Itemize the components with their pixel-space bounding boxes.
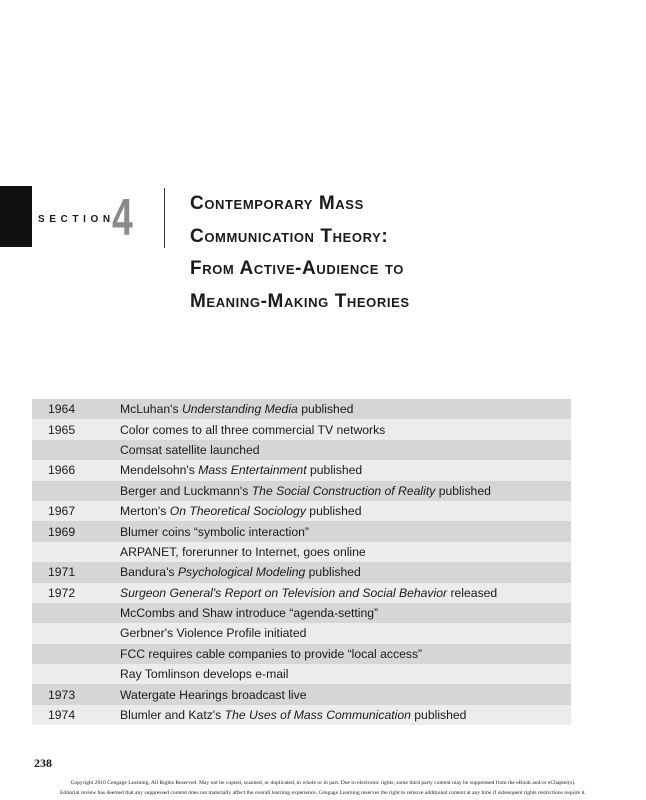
title-line: From Active-Audience to	[190, 258, 404, 279]
page-number: 238	[34, 756, 52, 770]
timeline-row	[32, 481, 571, 501]
timeline-event	[120, 583, 571, 603]
timeline-year: 1974	[48, 708, 76, 723]
timeline-event-text: Color comes to all three commercial TV networks	[120, 422, 386, 437]
timeline-year	[32, 481, 120, 501]
timeline-event-title: Mass Entertainment	[198, 463, 307, 478]
timeline-event-title: Understanding Media	[181, 402, 298, 417]
timeline-event	[120, 644, 571, 664]
timeline-event-text: Watergate Hearings broadcast live	[120, 687, 307, 702]
timeline-row	[32, 521, 571, 541]
title-line: Communication Theory:	[190, 225, 389, 247]
timeline-event-text: Gerbner's Violence Profile initiated	[120, 626, 307, 641]
timeline-row	[32, 501, 571, 521]
timeline-event-text: published	[305, 565, 361, 580]
timeline-event-title: Psychological Modeling	[177, 565, 306, 580]
timeline-event	[120, 521, 571, 541]
timeline-row	[32, 684, 571, 704]
timeline-year: 1972	[48, 585, 76, 600]
timeline-event	[120, 623, 571, 643]
timeline-event-text: published	[306, 463, 363, 478]
timeline-event-text: McCombs and Shaw introduce “agenda-setting”	[120, 606, 379, 621]
timeline-event-text: released	[447, 585, 498, 600]
section-number: 4	[112, 189, 133, 247]
timeline-event-text: published	[435, 483, 491, 498]
timeline-event-title: Surgeon General's Report on Television and Social Behavior	[120, 585, 448, 600]
title-line: Meaning-Making Theories	[190, 290, 410, 312]
timeline-row	[32, 644, 571, 664]
timeline-row	[32, 440, 571, 460]
timeline-event-text: Mendelsohn's	[120, 463, 199, 478]
section-divider	[164, 188, 165, 248]
timeline-event	[120, 542, 571, 562]
timeline-event	[120, 440, 571, 460]
timeline-year	[32, 440, 120, 460]
timeline-event-text: published	[410, 708, 467, 723]
timeline-event-text: Comsat satellite launched	[120, 442, 260, 457]
timeline-year	[32, 623, 120, 643]
timeline-year	[32, 644, 120, 664]
timeline-row	[32, 542, 571, 562]
timeline-year: 1971	[48, 565, 76, 580]
timeline-event-text: published	[297, 402, 354, 417]
timeline-event-text: Blumer coins “symbolic interaction”	[120, 524, 309, 539]
timeline-event-text: Berger and Luckmann's	[120, 483, 252, 498]
timeline-event-text: FCC requires cable companies to provide “local access”	[120, 646, 423, 661]
timeline-event	[120, 419, 571, 439]
timeline-event	[120, 481, 571, 501]
timeline-event-text: Ray Tomlinson develops e-mail	[120, 667, 289, 682]
timeline-row	[32, 399, 571, 419]
timeline-event	[120, 664, 571, 684]
timeline-row	[32, 562, 571, 582]
timeline-row	[32, 664, 571, 684]
timeline-event-text: Merton's	[120, 504, 170, 519]
timeline-event	[120, 705, 571, 725]
title-line: Contemporary Mass	[190, 193, 364, 214]
timeline-event-title: The Social Construction of Reality	[251, 483, 436, 498]
timeline-year	[32, 664, 120, 684]
timeline-event	[120, 603, 571, 623]
section-label: SECTION	[38, 214, 115, 225]
timeline-event-title: The Uses of Mass Communication	[224, 708, 411, 723]
copyright-notice: Editorial review has deemed that any suppressed content does not materially affect the overall learning experience. Cengage Learning reserves the right to remove additional content at any time if subsequent rights restrictions require it.	[60, 790, 586, 796]
timeline-event	[120, 501, 571, 521]
timeline-row	[32, 623, 571, 643]
timeline-year: 1969	[48, 524, 76, 539]
timeline-year: 1965	[48, 422, 76, 437]
timeline-event-text: ARPANET, forerunner to Internet, goes online	[120, 544, 366, 559]
timeline-year: 1967	[48, 504, 76, 519]
timeline-row	[32, 603, 571, 623]
timeline-event	[120, 460, 571, 480]
copyright-notice: Copyright 2010 Cengage Learning. All Rights Reserved. May not be copied, scanned, or duplicated, in whole or in part. Due to electronic rights, some third party content may be suppressed from the eBook and/or eChapter(s).	[70, 780, 576, 786]
timeline-row	[32, 583, 571, 603]
timeline-year	[32, 542, 120, 562]
timeline-year	[32, 603, 120, 623]
timeline-event-text: published	[305, 504, 362, 519]
timeline-row	[32, 705, 571, 725]
timeline-event-text: Blumler and Katz's	[120, 708, 225, 723]
section-tab-marker	[0, 186, 32, 247]
timeline-year: 1966	[48, 463, 76, 478]
timeline-year: 1964	[48, 402, 76, 417]
timeline-event-text: McLuhan's	[120, 402, 182, 417]
section-title	[190, 188, 610, 318]
timeline-row	[32, 419, 571, 439]
timeline-row	[32, 460, 571, 480]
timeline-event	[120, 399, 571, 419]
timeline-event-text: Bandura's	[120, 565, 178, 580]
timeline-event	[120, 562, 571, 582]
timeline-event	[120, 684, 571, 704]
timeline-event-title: On Theoretical Sociology	[169, 504, 306, 519]
timeline-table	[32, 399, 571, 725]
timeline-year: 1973	[48, 687, 76, 702]
